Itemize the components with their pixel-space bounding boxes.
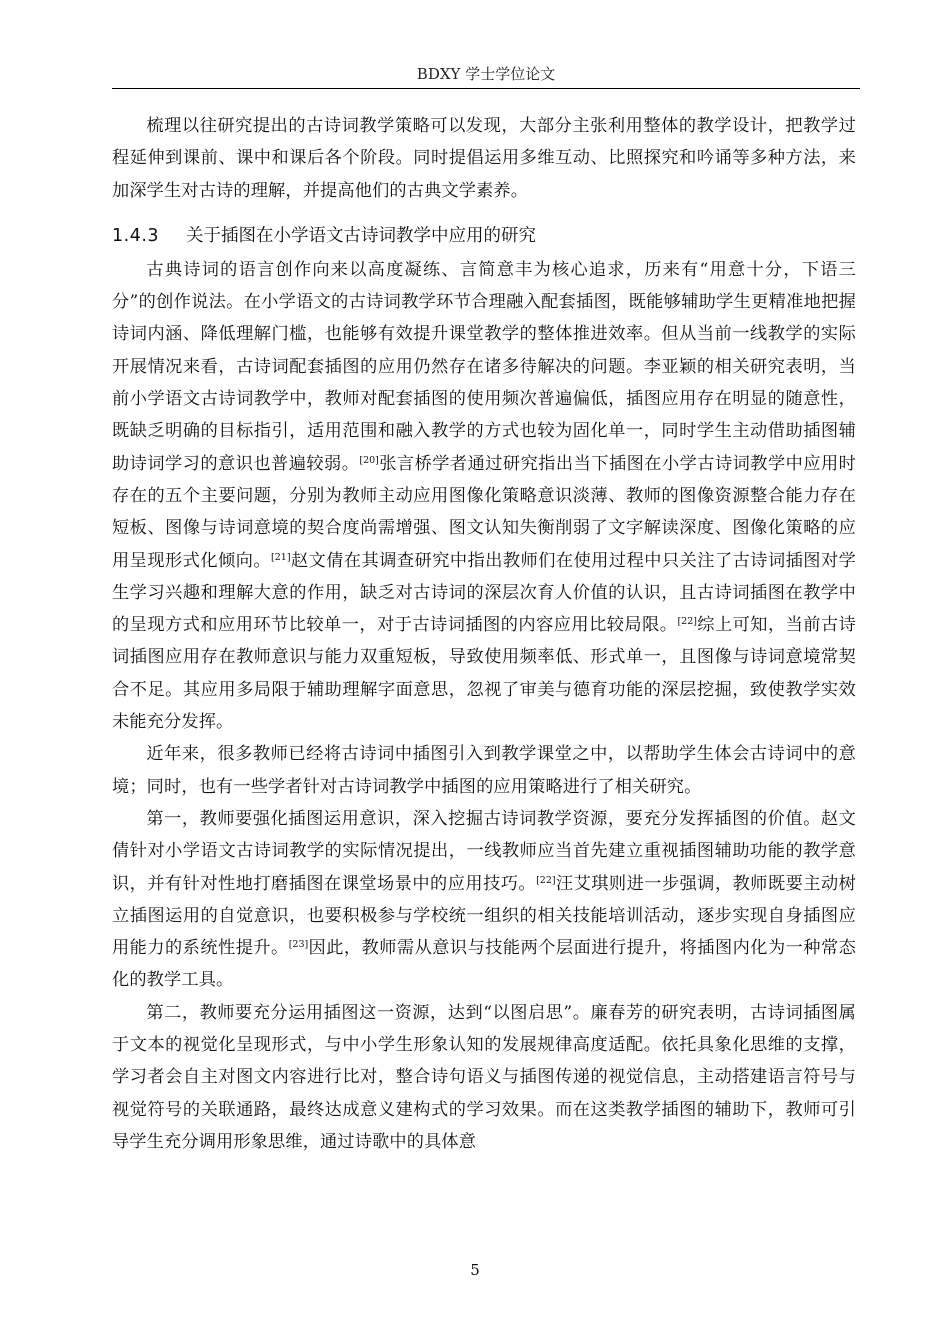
header-rule bbox=[112, 88, 860, 89]
body-text bbox=[112, 110, 856, 1158]
section-heading bbox=[112, 220, 856, 252]
text-segment: 因此，教师需从意识与技能两个层面进行提升，将插图内化为一种常态化的教学工具。 bbox=[112, 938, 856, 991]
text-segment: 第一，教师要强化插图运用意识，深入挖掘古诗词教学资源，要充分发挥插图的价值。赵文倩针对小学语文古诗词教学的实际情况提出，一线教师应当首先建立重视插图辅助功能的教学意识，并有针对性地打磨插图在课堂场景中的应用技巧。 bbox=[112, 808, 856, 894]
paragraph-strategy-summary: 梳理以往研究提出的古诗词教学策略可以发现，大部分主张利用整体的教学设计，把教学过程延伸到课前、课中和课后各个阶段。同时提倡运用多维互动、比照探究和吟诵等多种方法，来加深学生对古诗的理解，并提高他们的古典文学素养。 bbox=[112, 116, 856, 201]
citation-ref: [22] bbox=[536, 874, 556, 886]
text-segment: 综上可知，当前古诗词插图应用存在教师意识与能力双重短板，导致使用频率低、形式单一，且图像与诗词意境常契合不足。其应用多局限于辅助理解字面意思，忽视了审美与德育功能的深层挖掘，致使教学实效未能充分发挥。 bbox=[112, 615, 856, 733]
section-title: 关于插图在小学语文古诗词教学中应用的研究 bbox=[186, 225, 536, 246]
text-segment: 赵文倩在其调查研究中指出教师们在使用过程中只关注了古诗词插图对学生学习兴趣和理解大意的作用，缺乏对古诗词的深层次育人价值的认识，且古诗词插图在教学中的呈现方式和应用环节比较单一，对于古诗词插图的内容应用比较局限。 bbox=[112, 550, 856, 636]
text-segment: 古典诗词的语言创作向来以高度凝练、言简意丰为核心追求，历来有“用意十分，下语三分”的创作说法。在小学语文的古诗词教学环节合理融入配套插图，既能够辅助学生更精准地把握诗词内涵、降低理解门槛，也能够有效提升课堂教学的整体推进效率。但从当前一线教学的实际开展情况来看，古诗词配套插图的应用仍然存在诸多待解决的问题。李亚颖的相关研究表明，当前小学语文古诗词教学中，教师对配套插图的使用频次普遍偏低，插图应用存在明显的随意性，既缺乏明确的目标指引，适用范围和融入教学的方式也较为固化单一，同时学生主动借助插图辅助诗词学习的意识也普遍较弱。 bbox=[112, 259, 856, 474]
paragraph-illustration-problems bbox=[112, 254, 856, 738]
paragraph-second-strategy: 第二，教师要充分运用插图这一资源，达到“以图启思”。廉春芳的研究表明，古诗词插图属于文本的视觉化呈现形式，与中小学生形象认知的发展规律高度适配。依托具象化思维的支撑，学习者会自主对图文内容进行比对，整合诗句语义与插图传递的视觉信息，主动搭建语言符号与视觉符号的关联通路，最终达成意义建构式的学习效果。而在这类教学插图的辅助下，教师可引导学生充分调用形象思维，通过诗歌中的具体意 bbox=[112, 1002, 856, 1152]
text-segment: 汪艾琪则进一步强调，教师既要主动树立插图运用的自觉意识，也要积极参与学校统一组织的相关技能培训活动，逐步实现自身插图应用能力的系统性提升。 bbox=[112, 873, 856, 959]
citation-ref: [20] bbox=[359, 454, 379, 466]
paragraph-first-strategy bbox=[112, 803, 856, 997]
page-number: 5 bbox=[470, 1261, 480, 1279]
running-header: BDXY 学士学位论文 bbox=[416, 65, 556, 83]
citation-ref: [23] bbox=[288, 939, 309, 951]
citation-ref: [21] bbox=[271, 551, 291, 563]
citation-ref: [22] bbox=[677, 616, 697, 628]
section-number: 1.4.3 bbox=[112, 225, 160, 246]
text-segment: 张言桥学者通过研究指出当下插图在小学古诗词教学中应用时存在的五个主要问题，分别为教师主动应用图像化策略意识淡薄、教师的图像资源整合能力存在短板、图像与诗词意境的契合度尚需增强、图文认知失衡削弱了文字解读深度、图像化策略的应用呈现形式化倾向。 bbox=[112, 453, 856, 571]
paragraph-recent-research: 近年来，很多教师已经将古诗词中插图引入到教学课堂之中，以帮助学生体会古诗词中的意境；同时，也有一些学者针对古诗词教学中插图的应用策略进行了相关研究。 bbox=[112, 744, 856, 797]
